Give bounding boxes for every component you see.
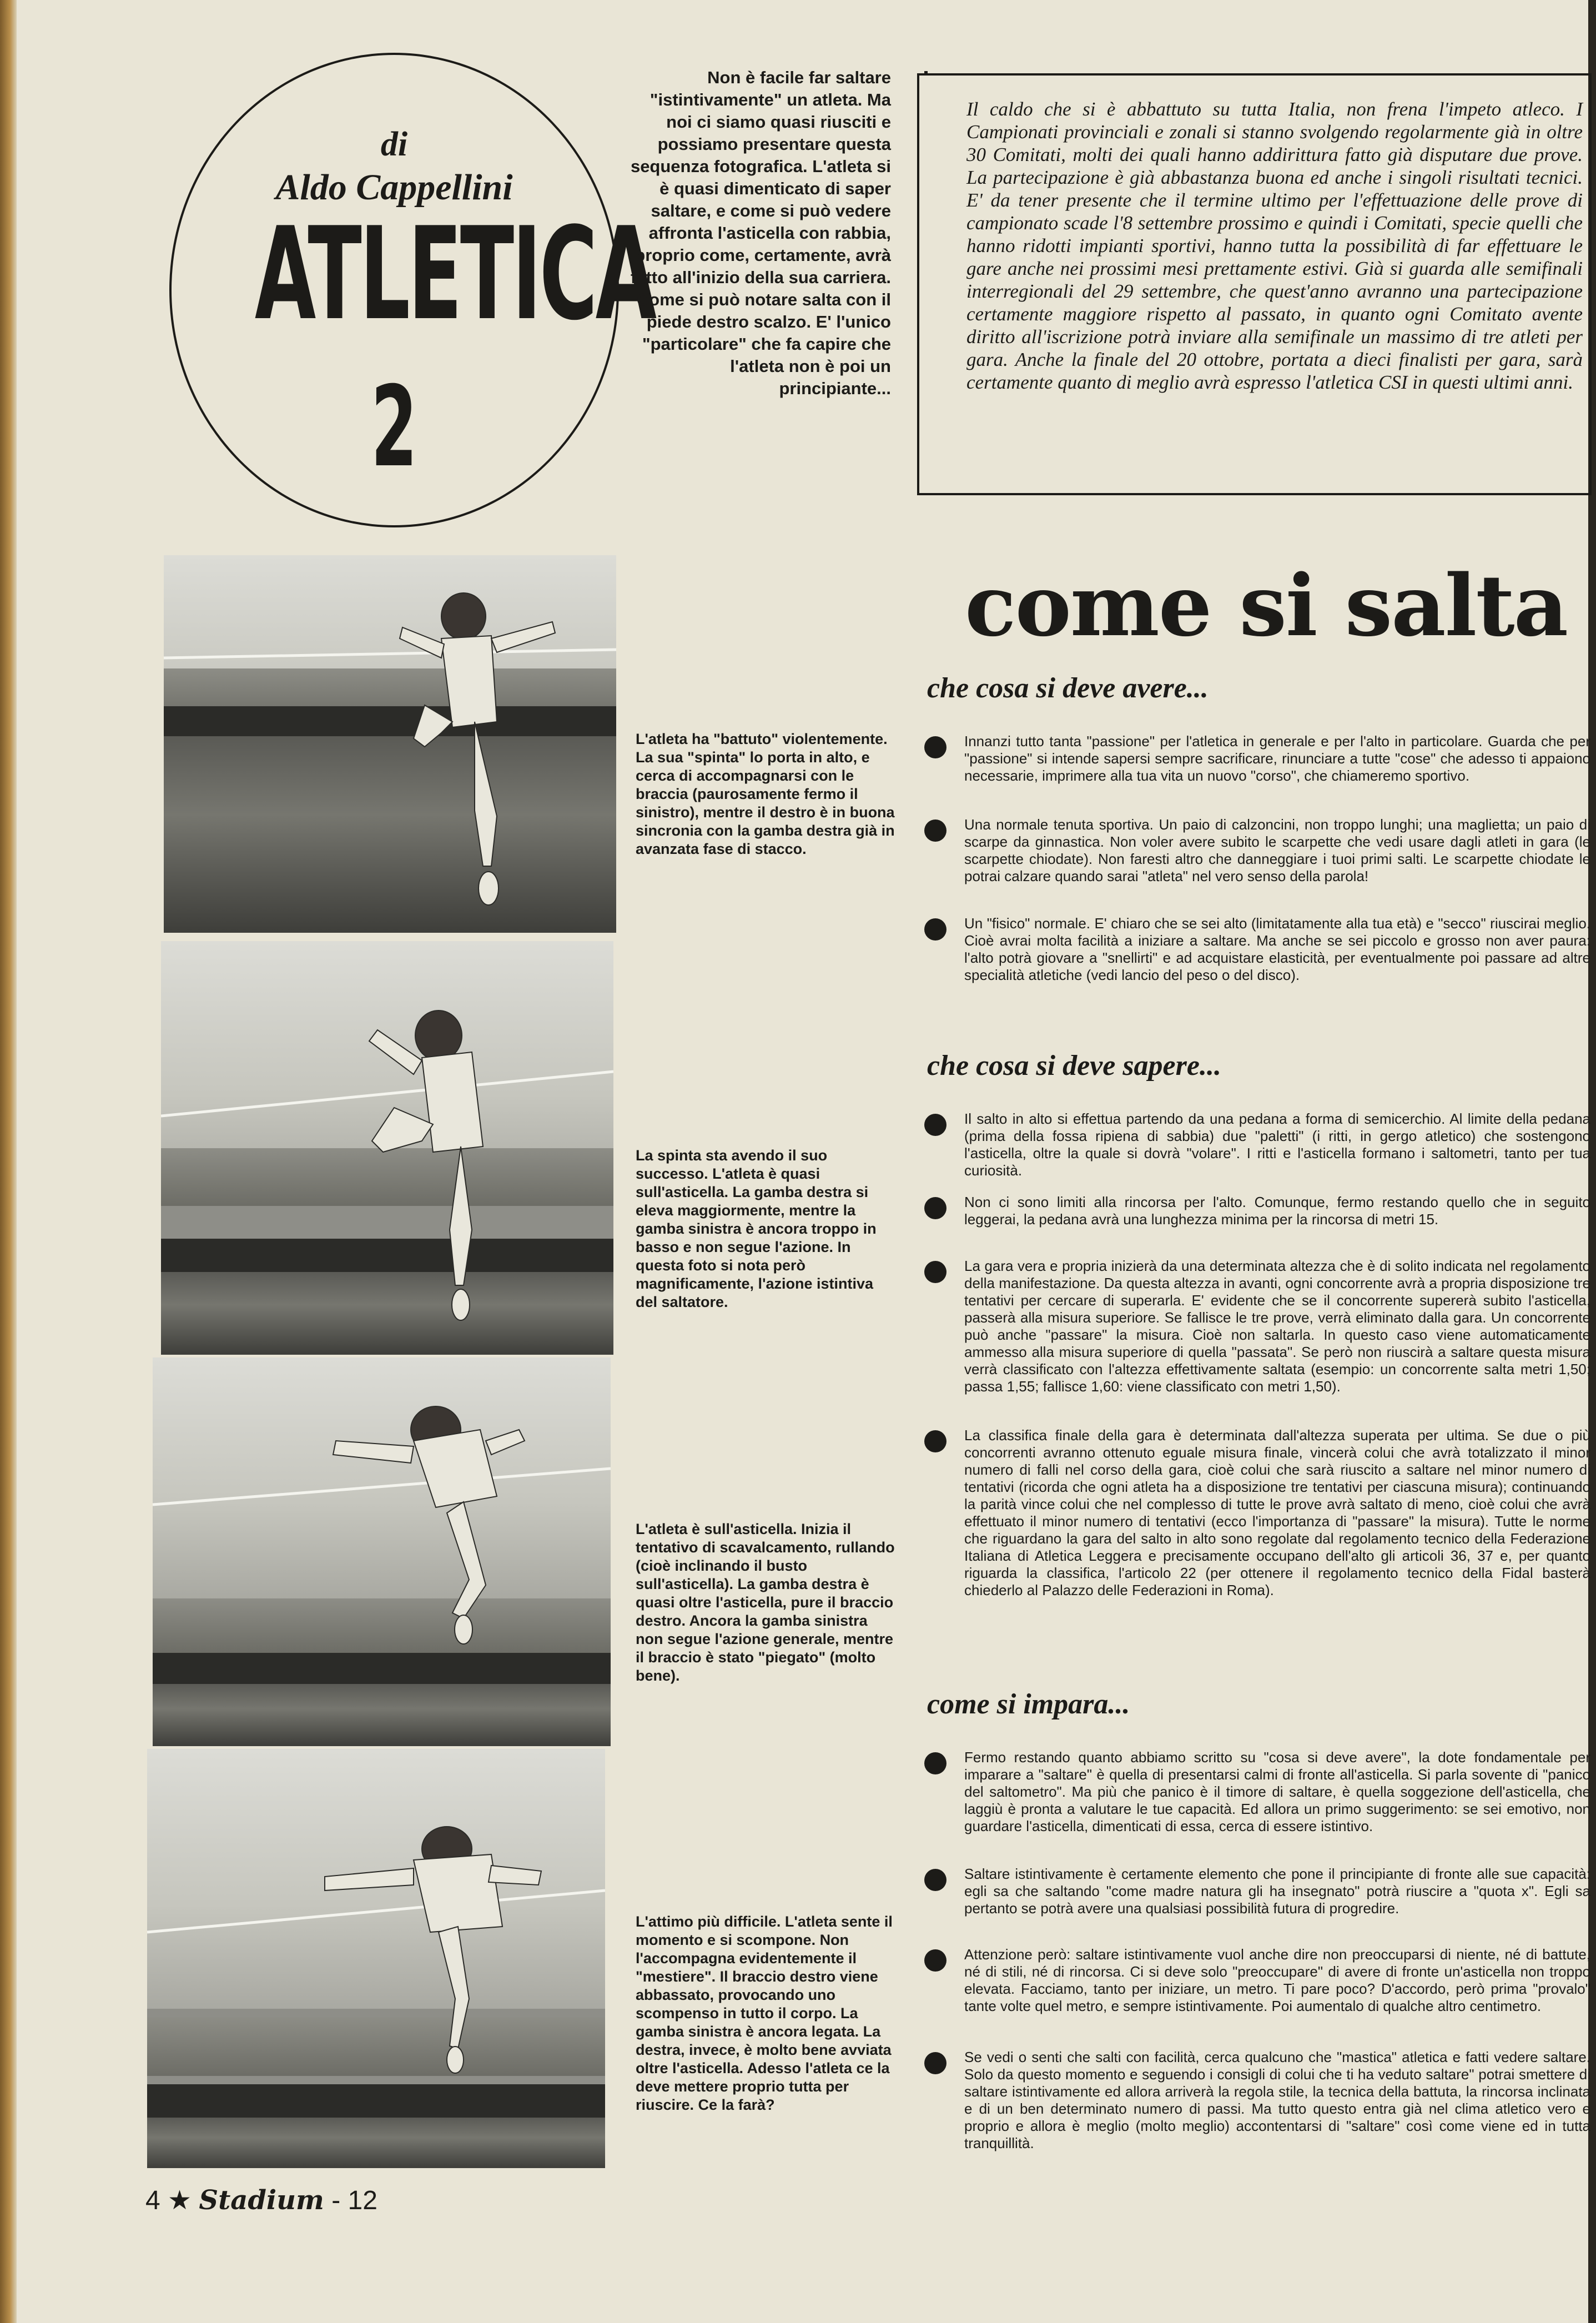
section-heading-sapere: che cosa si deve sapere... xyxy=(927,1050,1221,1082)
news-box-text: Il caldo che si è abbattuto su tutta Italia, non frena l'impeto atleco. I Campionati provinciali e zonali si stanno svolgendo regolarmente già in oltre 30 Comitati, molti dei quali hanno addirittura fatto già disputare due prove. La partecipazione è già abbastanza buona ed anche i singoli risultati tecnici. E' da tener presente che il termine ultimo per l'effettuazione delle prove di campionato scade l'8 settembre prossimo e quindi i Comitati, specie quelli che hanno ridotti impianti sportivi, hanno tutta la possibilità di far effettuare le gare anche nei prossimi mesi prettamente estivi. Già si guarda alle semifinali interregionali del 29 settembre, che quest'anno avranno una partecipazione certamente maggiore rispetto al passato, in quanto ogni Comitato avente diritto all'iscrizione potrà inviare alla semifinale un massimo di tre atleti per gara. Anche la finale del 20 ottobre, portata a dieci finalisti per gara, sarà certamente quanto di meglio avrà espresso l'atletica CSI in questi ultimi anni. xyxy=(966,98,1583,393)
bullet-dot xyxy=(924,918,946,941)
bullet-dot xyxy=(924,736,946,758)
magazine-name: Stadium xyxy=(199,2185,324,2216)
photo-caption-4: L'attimo più difficile. L'atleta sente il momento e si scompone. Non l'accompagna evidentemente il "mestiere". Il braccio destro viene abbassato, provocando uno scompenso in tutto il corpo. La gamba sinistra è ancora legata. La destra, invece, è molto bene avviata oltre l'asticella. Adesso l'atleta ce la deve mettere proprio tutta per riuscire. Ce la farà? xyxy=(636,1913,893,2113)
article-headline: come si salta xyxy=(965,556,1568,655)
jump-photo-3 xyxy=(153,1357,611,1746)
byline-prefix: di xyxy=(380,125,408,163)
list-item: La gara vera e propria inizierà da una determinata altezza che è di solito indicata nel regolamento della manifestazione. Da questa altezza in avanti, ogni concorrente avrà a propria disposizione tre tentativi per cercare di superarla. E' evidente che se il concorrente supererà subito l'asticella, passerà alla misura superiore. Se fallisce le tre prove, verrà eliminato dalla gara. Un concorrente può anche "passare" la misura. Cioè non saltarla. In questo caso viene automaticamente ammesso alla misura superiore di quella "passata". Se però non riuscirà a saltare questa misura verrà classificato con l'altezza effettivamente saltata (esempio: un concorrente salta metri 1,50; passa 1,55; fallisce 1,60: viene classificato con metri 1,50). xyxy=(924,1258,1590,1395)
section-number: 2 xyxy=(371,363,417,492)
list-item: Un "fisico" normale. E' chiaro che se sei alto (limitatamente alla tua età) e "secco" riuscirai meglio. Cioè avrai molta facilità a iniziare a saltare. Ma anche se sei piccolo e grosso non aver paura: l'alto potrà giovare a "snellirti" e ad acquistare elasticità, per eventualmente poi passare ad altre specialità atletiche (vedi lancio del peso o del disco). xyxy=(924,915,1590,984)
photo-caption-2: La spinta sta avendo il suo successo. L'atleta è quasi sull'asticella. La gamba destra si eleva maggiormente, mentre la gamba sinistra è ancora troppo in basso e non segue l'azione. In questa foto si nota però magnificamente, l'azione istintiva del saltatore. xyxy=(636,1147,877,1310)
bullet-dot xyxy=(924,1197,946,1219)
intro-paragraph: Non è facile far saltare "istintivamente" un atleta. Ma noi ci siamo quasi riusciti e possiamo presentare questa sequenza fotografica. L'atleta si è quasi dimenticato di saper saltare, e come si può vedere affronta l'asticella con rabbia, proprio come, certamente, avrà fatto all'inizio della sua carriera. Come si può notare salta con il piede destro scalzo. E' l'unico "particolare" che fa capire che l'atleta non è poi un principiante... xyxy=(630,68,891,398)
issue-number: - 12 xyxy=(331,2186,377,2215)
page-footer xyxy=(145,2185,377,2216)
bullet-dot xyxy=(924,1949,946,1972)
bullet-dot xyxy=(924,1261,946,1283)
bullet-dot xyxy=(924,2052,946,2074)
list-item: La classifica finale della gara è determinata dall'altezza superata per ultima. Se due o più concorrenti avranno ottenuto eguale misura finale, vincerà colui che avrà totalizzato il minor numero di falli nel corso della gara, cioè colui che sarà riuscito a saltare nel minor numero di tentativi (ricorda che ogni atleta ha a disposizione tre tentativi per ciascuna misura); continuando la parità vince colui che nel complesso di tutte le prove avrà saltato di meno, cioè colui che avrà effettuato il minor numero di tentativi (ecco l'importanza di "passare" la misura). Tutte le norme che riguardano la gara del salto in alto sono regolate dal regolamento tecnico della Federazione Italiana di Atletica Leggera e precisamente occupano dell'alto gli articoli 36, 37 e, per quanto riguarda la classifica, l'articolo 22 (per ottenere il regolamento tecnico della Fidal basterà chiederlo al Palazzo delle Federazioni in Roma). xyxy=(924,1427,1590,1599)
section-title: ATLETICA xyxy=(254,200,655,349)
list-item: Fermo restando quanto abbiamo scritto su "cosa si deve avere", la dote fondamentale per imparare a "saltare" è quella di presentarsi calmi di fronte all'asticella. Si parla sovente di "panico del saltometro". Ma più che panico è il timore di saltare, è quella soggezione dell'asticella, che laggiù è pronta a valutare le tue capacità. Ed allora un primo suggerimento: se sei emotivo, non guardare l'asticella, dimenticati di essa, cerca di essere istintivo. xyxy=(924,1749,1590,1835)
list-item: Se vedi o senti che salti con facilità, cerca qualcuno che "mastica" atletica e fatti vedere saltare. Solo da questo momento e seguendo i consigli di colui che ti ha veduto saltare" potrai smettere di saltare istintivamente ed allora arriverà la regola stile, la tecnica della battuta, la rincorsa inclinata e di un ben determinato numero di passi. Ma tutto questo entra già nel clima atletico vero e proprio e allora è meglio (molto meglio) accontentarsi di "saltare" così come viene ed in tutta tranquillità. xyxy=(924,2049,1590,2152)
section-heading-impara: come si impara... xyxy=(927,1688,1130,1720)
list-item: Non ci sono limiti alla rincorsa per l'alto. Comunque, fermo restando quello che in seguito leggerai, la pedana avrà una lunghezza minima per la rincorsa di metri 15. xyxy=(924,1194,1590,1228)
jump-photo-2 xyxy=(161,941,613,1355)
binding-spine xyxy=(0,0,17,2323)
page-number: 4 xyxy=(145,2186,160,2215)
bullet-dot xyxy=(924,1752,946,1774)
bullet-dot xyxy=(924,1869,946,1891)
author-name: Aldo Cappellini xyxy=(275,167,513,208)
jump-photo-1 xyxy=(164,555,616,933)
bullet-dot xyxy=(924,819,946,842)
news-box xyxy=(917,73,1592,495)
bullet-dot xyxy=(924,1114,946,1136)
list-item: Attenzione però: saltare istintivamente vuol anche dire non preoccuparsi di niente, né di battute, né di stili, né di rincorsa. Ci si deve solo "preoccupare" di avere di fronte un'asticella non troppo elevata. Facciamo, tanto per iniziare, un metro. Ti pare poco? D'accordo, però prima "provalo" tante volte quel metro, e sempre istintivamente. Poi aumentalo di qualche altro centimetro. xyxy=(924,1946,1590,2015)
list-item: Innanzi tutto tanta "passione" per l'atletica in generale e per l'alto in particolare. Guarda che per "passione" si intende sapersi sempre sacrificare, rinunciare a tutte "cose" che adesso ti appaiono necessarie, imprimere alla tua vita un nuovo "corso", che chiameremo sportivo. xyxy=(924,733,1590,785)
section-heading-avere: che cosa si deve avere... xyxy=(927,672,1209,704)
list-item: Il salto in alto si effettua partendo da una pedana a forma di semicerchio. Al limite della pedana (prima della fossa ripiena di sabbia) due "paletti" (i ritti, in gergo atletico) che sostengono l'asticella, oltre la quale si dovrà "volare". I ritti e l'asticella formano i saltometri, tanto per tua curiosità. xyxy=(924,1110,1590,1179)
star-icon: ★ xyxy=(168,2186,192,2215)
photo-caption-3: L'atleta è sull'asticella. Inizia il tentativo di scavalcamento, rullando (cioè inclinando il busto sull'asticella). La gamba destra è quasi oltre l'asticella, pure il braccio destro. Ancora la gamba sinistra non segue l'azione generale, mentre il braccio è stato "piegato" (molto bene). xyxy=(636,1521,895,1684)
list-item: Saltare istintivamente è certamente elemento che pone il principiante di fronte alle sue capacità: egli sa che saltando "come madre natura gli ha insegnato" potrà riuscire a "quota x". Egli sa pertanto se potrà avere una qualsiasi possibilità futura di progredire. xyxy=(924,1866,1590,1917)
jump-photo-4 xyxy=(147,1749,605,2168)
bullet-dot xyxy=(924,1430,946,1452)
list-item: Una normale tenuta sportiva. Un paio di calzoncini, non troppo lunghi; una maglietta; un paio di scarpe da ginnastica. Non voler avere subito le scarpette che vedi usare dagli atleti in gara (le scarpette chiodate). Non faresti altro che danneggiare i tuoi primi salti. Le scarpette chiodate le potrai calzare quando sarai "atleta" nel vero senso della parola! xyxy=(924,816,1590,885)
photo-caption-1: L'atleta ha "battuto" violentemente. La sua "spinta" lo porta in alto, e cerca di accompagnarsi con le braccia (paurosamente fermo il sinistro), mentre il destro è in buona sincronia con la gamba destra già in avanzata fase di stacco. xyxy=(636,731,895,857)
